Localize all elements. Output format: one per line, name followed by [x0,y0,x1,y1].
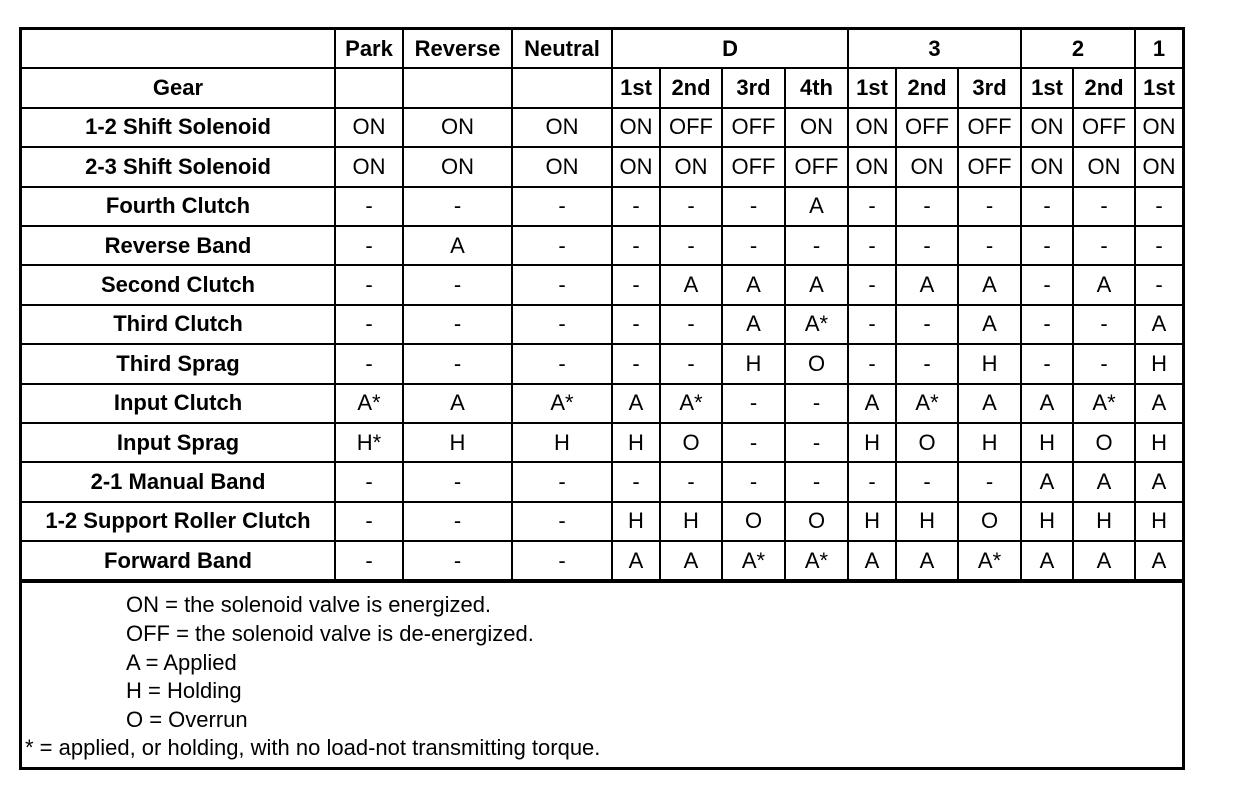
table-cell: 2nd [660,68,722,107]
table-cell: ON [612,108,660,147]
table-cell: - [722,187,785,226]
range-2: 2 [1021,30,1135,68]
row-label: Gear [22,68,335,107]
shift-chart [19,27,1185,770]
table-cell: H [958,423,1021,462]
table-cell: - [612,226,660,265]
table-cell: - [660,187,722,226]
row-label: Third Sprag [22,344,335,383]
table-cell: - [512,541,612,580]
table-cell: A [1021,462,1073,501]
table-cell: OFF [958,108,1021,147]
table-cell: H [1021,502,1073,541]
table-cell: 2nd [1073,68,1135,107]
table-cell: 1st [1021,68,1073,107]
table-cell: - [785,384,848,423]
table-cell: ON [1135,147,1182,186]
table-row [22,423,1182,462]
table-cell: A [848,541,896,580]
table-cell: ON [1073,147,1135,186]
table-cell: - [403,541,512,580]
table-row [22,344,1182,383]
table-cell: ON [612,147,660,186]
table-cell: A [785,187,848,226]
table-cell: - [335,344,403,383]
legend-asterisk: * = applied, or holding, with no load-not transmitting torque. [25,735,601,761]
range-park: Park [335,30,403,68]
table-cell: H [1021,423,1073,462]
legend-holding: H = Holding [126,678,242,704]
table-cell: ON [1021,108,1073,147]
table-cell: - [896,462,958,501]
table-cell: - [512,344,612,383]
table-cell: 2nd [896,68,958,107]
table-cell: ON [335,147,403,186]
table-cell: A [1135,541,1182,580]
table-row [22,541,1182,580]
table-row [22,226,1182,265]
table-cell: - [1073,344,1135,383]
table-cell: - [1073,187,1135,226]
table-cell: - [848,344,896,383]
table-cell: H [612,502,660,541]
table-cell: H [612,423,660,462]
table-cell: - [1073,226,1135,265]
table-cell: - [785,462,848,501]
table-cell: A* [785,541,848,580]
table-cell: A [1073,541,1135,580]
table-cell: - [335,462,403,501]
shift-chart-table [22,30,1182,581]
table-cell: A [848,384,896,423]
table-cell: - [403,462,512,501]
table-cell: OFF [660,108,722,147]
table-cell: A* [335,384,403,423]
table-cell: - [1021,305,1073,344]
table-cell: 1st [848,68,896,107]
row-label: Fourth Clutch [22,187,335,226]
table-cell: OFF [722,147,785,186]
table-cell: A [612,384,660,423]
table-cell: H [1073,502,1135,541]
table-cell: O [958,502,1021,541]
range-3: 3 [848,30,1021,68]
table-cell: - [848,305,896,344]
table-cell: ON [896,147,958,186]
table-cell: H [1135,502,1182,541]
corner-cell [22,30,335,68]
table-cell: - [722,462,785,501]
table-cell: - [1021,265,1073,304]
table-cell: - [660,226,722,265]
table-cell: A [660,265,722,304]
range-reverse: Reverse [403,30,512,68]
table-cell [512,68,612,107]
table-cell: - [612,462,660,501]
table-cell: H [958,344,1021,383]
legend [22,581,1182,767]
table-cell: A* [896,384,958,423]
table-row [22,462,1182,501]
table-cell: ON [660,147,722,186]
table-cell: - [512,462,612,501]
row-label: Input Sprag [22,423,335,462]
table-cell: - [958,187,1021,226]
table-row [22,502,1182,541]
table-cell: A [1135,384,1182,423]
table-cell: - [335,187,403,226]
table-cell: - [848,187,896,226]
table-cell: 1st [612,68,660,107]
table-row [22,108,1182,147]
table-cell: A [1073,462,1135,501]
shift-chart-body [22,68,1182,580]
table-cell: - [403,344,512,383]
row-label: 1-2 Shift Solenoid [22,108,335,147]
row-label: Forward Band [22,541,335,580]
table-cell: - [848,265,896,304]
table-cell: - [612,344,660,383]
table-cell: - [612,265,660,304]
row-label: Reverse Band [22,226,335,265]
table-cell: - [512,265,612,304]
table-cell: - [896,344,958,383]
table-cell: A* [722,541,785,580]
table-cell: H [1135,423,1182,462]
table-cell: H* [335,423,403,462]
table-cell: - [722,384,785,423]
table-row [22,147,1182,186]
legend-off: OFF = the solenoid valve is de-energized. [126,621,534,647]
table-cell: - [660,305,722,344]
table-cell: - [896,187,958,226]
table-cell: 4th [785,68,848,107]
row-label: 1-2 Support Roller Clutch [22,502,335,541]
row-label: Third Clutch [22,305,335,344]
table-cell: A [660,541,722,580]
table-cell: - [403,502,512,541]
table-cell: - [403,187,512,226]
table-row [22,305,1182,344]
range-d: D [612,30,848,68]
table-cell: ON [785,108,848,147]
table-cell: A [403,226,512,265]
table-cell: - [1021,344,1073,383]
table-cell: 3rd [722,68,785,107]
table-cell: A [958,305,1021,344]
table-cell: - [612,187,660,226]
table-cell: - [335,226,403,265]
table-cell: - [1135,265,1182,304]
table-cell: - [512,305,612,344]
table-cell: A [896,265,958,304]
table-cell: O [785,344,848,383]
table-cell: - [660,344,722,383]
legend-on: ON = the solenoid valve is energized. [126,592,492,618]
table-cell: A [785,265,848,304]
table-cell: - [1135,187,1182,226]
table-row [22,265,1182,304]
table-cell: ON [1021,147,1073,186]
table-cell: - [335,305,403,344]
table-cell: A [722,265,785,304]
table-row [22,384,1182,423]
row-label: Second Clutch [22,265,335,304]
table-cell: - [848,462,896,501]
legend-applied: A = Applied [126,649,237,675]
table-cell: OFF [785,147,848,186]
table-cell: - [335,265,403,304]
table-cell: - [612,305,660,344]
table-cell: H [722,344,785,383]
table-cell: OFF [722,108,785,147]
table-cell: ON [403,108,512,147]
table-cell: A [1073,265,1135,304]
table-cell: ON [512,147,612,186]
table-cell: ON [1135,108,1182,147]
table-cell: - [335,502,403,541]
gear-row [22,68,1182,107]
table-cell: 3rd [958,68,1021,107]
table-cell: O [896,423,958,462]
table-cell: - [660,462,722,501]
row-label: 2-3 Shift Solenoid [22,147,335,186]
legend-overrun: O = Overrun [126,706,248,732]
table-cell: - [722,423,785,462]
table-cell: O [1073,423,1135,462]
table-cell: O [660,423,722,462]
row-label: Input Clutch [22,384,335,423]
table-cell: A [1021,541,1073,580]
table-cell [335,68,403,107]
table-cell: A [958,265,1021,304]
table-cell: A [1021,384,1073,423]
table-cell: - [1073,305,1135,344]
table-cell: - [896,226,958,265]
table-cell: - [512,502,612,541]
table-cell: A [722,305,785,344]
table-cell: A [1135,305,1182,344]
table-cell: OFF [958,147,1021,186]
table-cell: H [848,502,896,541]
table-cell: - [722,226,785,265]
table-cell: A [896,541,958,580]
table-cell: ON [848,108,896,147]
table-cell: ON [335,108,403,147]
table-cell: - [896,305,958,344]
table-cell: - [785,423,848,462]
table-cell: - [512,187,612,226]
range-header-row [22,30,1182,68]
table-cell: - [1021,187,1073,226]
table-cell: A* [660,384,722,423]
table-cell: - [1021,226,1073,265]
table-cell: ON [848,147,896,186]
table-cell [403,68,512,107]
table-cell: H [1135,344,1182,383]
range-neutral: Neutral [512,30,612,68]
table-cell: - [958,226,1021,265]
row-label: 2-1 Manual Band [22,462,335,501]
table-cell: O [785,502,848,541]
table-cell: A* [785,305,848,344]
table-cell: - [785,226,848,265]
table-cell: H [403,423,512,462]
table-row [22,187,1182,226]
table-cell: A [403,384,512,423]
table-cell: A [958,384,1021,423]
table-cell: A [1135,462,1182,501]
table-cell: ON [512,108,612,147]
table-cell: - [403,305,512,344]
table-cell: H [896,502,958,541]
table-cell: A* [958,541,1021,580]
table-cell: - [512,226,612,265]
table-cell: - [403,265,512,304]
table-cell: - [958,462,1021,501]
table-cell: 1st [1135,68,1182,107]
table-cell: OFF [896,108,958,147]
table-cell: A [612,541,660,580]
table-cell: ON [403,147,512,186]
table-cell: H [848,423,896,462]
table-cell: A* [512,384,612,423]
table-cell: - [335,541,403,580]
table-cell: H [512,423,612,462]
table-cell: H [660,502,722,541]
table-cell: - [848,226,896,265]
table-cell: OFF [1073,108,1135,147]
table-cell: - [1135,226,1182,265]
table-cell: O [722,502,785,541]
table-cell: A* [1073,384,1135,423]
range-1: 1 [1135,30,1182,68]
